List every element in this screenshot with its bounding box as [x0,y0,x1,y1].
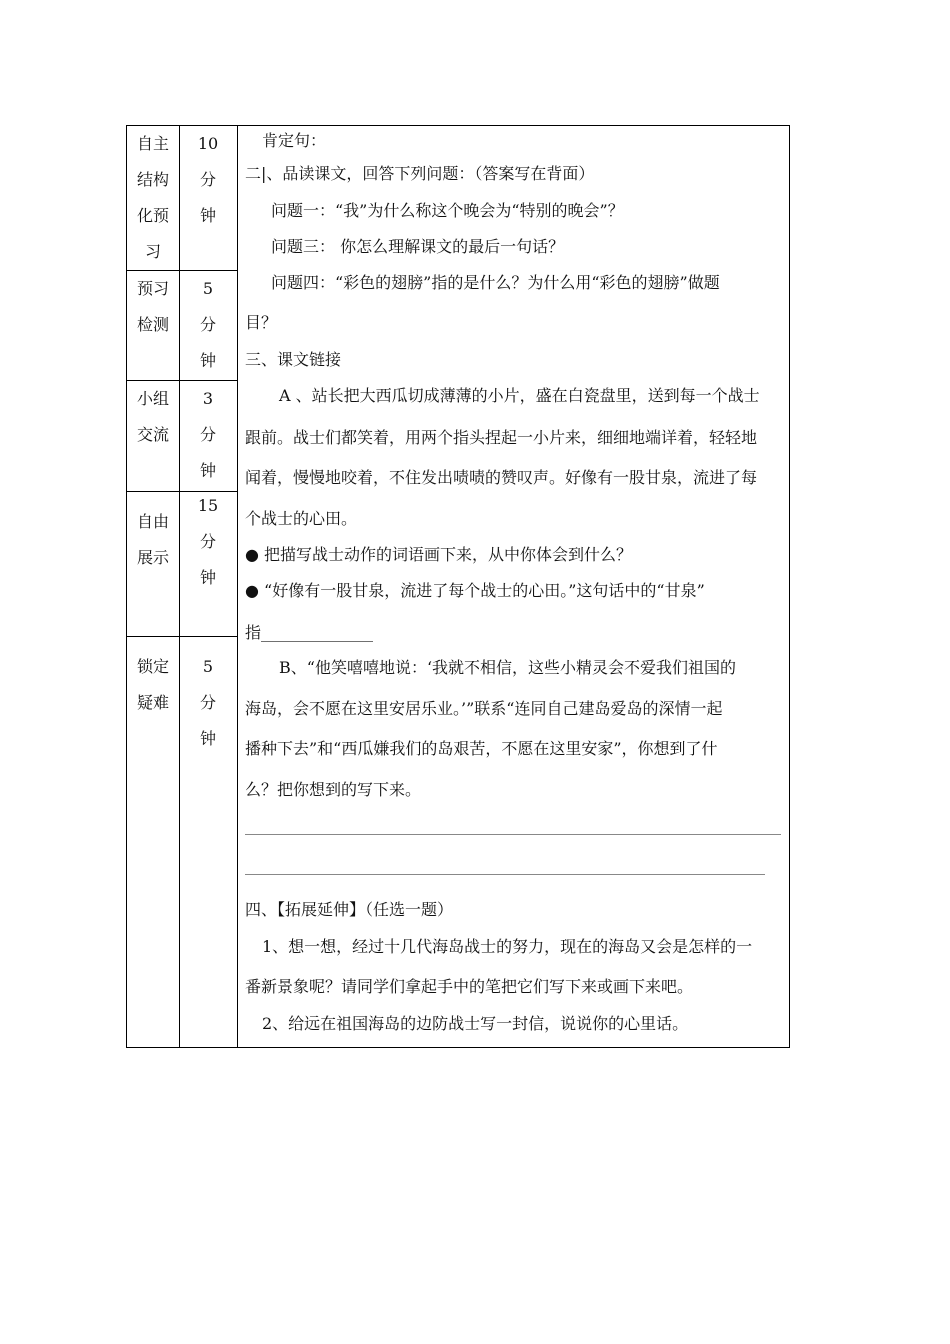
task-1: 1、想一想，经过十几代海岛战士的努力，现在的海岛又会是怎样的一 [262,937,753,956]
time-unit: 钟 [199,351,216,370]
stage-label: 自由 [136,512,169,531]
answer-blank: 指______________ [245,623,374,642]
time-number: 5 [202,657,214,676]
time-number: 15 [197,496,219,515]
stage-cell [127,381,179,453]
passage-b-line: 么？把你想到的写下来。 [245,780,422,799]
question-1: 问题一：“我”为什么称这个晚会为“特别的晚会”？ [271,201,624,220]
time-cell [179,381,237,489]
task-2: 2、给远在祖国海岛的边防战士写一封信，说说你的心里话。 [262,1014,689,1033]
time-number: 5 [202,279,214,298]
question-4-cont: 目？ [245,313,278,332]
time-unit: 钟 [199,461,216,480]
time-unit: 分 [199,532,216,551]
passage-b-line: 播种下去”和“西瓜嫌我们的岛艰苦，不愿在这里安家”，你想到了什 [245,739,718,758]
writing-line [245,834,781,835]
time-cell [179,488,237,596]
passage-b-line: B、“他笑嘻嘻地说：‘我就不相信，这些小精灵会不爱我们祖国的 [279,658,737,677]
section-2-title: 二|、品读课文，回答下列问题：（答案写在背面） [245,164,595,183]
passage-b-line: 海岛，会不愿在这里安居乐业。’”联系“连同自己建岛爱岛的深情一起 [245,699,723,718]
time-cell [179,126,237,234]
stage-label: 自主 [136,134,169,153]
time-number: 10 [197,134,219,153]
stage-label: 习 [144,242,161,261]
time-unit: 钟 [199,568,216,587]
section-3-title: 三、课文链接 [245,350,342,369]
time-unit: 钟 [199,206,216,225]
stage-cell [127,504,179,576]
stage-label: 疑难 [136,693,169,712]
time-number: 3 [202,389,214,408]
time-unit: 分 [199,425,216,444]
time-unit: 钟 [199,729,216,748]
stage-cell [127,271,179,343]
stage-label: 检测 [136,315,169,334]
stage-label: 结构 [136,170,169,189]
stage-label: 展示 [136,548,169,567]
time-unit: 分 [199,315,216,334]
row-divider [127,636,237,637]
bullet-question-1: ● 把描写战士动作的词语画下来，从中你体会到什么？ [245,545,633,564]
stage-label: 预习 [136,279,169,298]
passage-a-line: 个战士的心田。 [245,509,358,528]
time-unit: 分 [199,693,216,712]
stage-cell [127,126,179,270]
passage-a-line: A 、站长把大西瓜切成薄薄的小片，盛在白瓷盘里，送到每一个战士 [279,386,760,405]
writing-line [245,874,765,875]
passage-a-line: 闻着，慢慢地咬着，不住发出啧啧的赞叹声。好像有一股甘泉，流进了每 [245,468,758,487]
time-cell [179,271,237,379]
time-cell [179,649,237,757]
time-unit: 分 [199,170,216,189]
question-4: 问题四：“彩色的翅膀”指的是什么？为什么用“彩色的翅膀”做题 [271,273,720,292]
passage-a-line: 跟前。战士们都笑着，用两个指头捏起一小片来，细细地端详着，轻轻地 [245,428,758,447]
lesson-table [126,125,790,1048]
stage-label: 小组 [136,389,169,408]
section-4-title: 四、【拓展延伸】（任选一题） [245,900,454,919]
stage-label: 锁定 [136,657,169,676]
stage-label: 化预 [136,206,169,225]
stage-label: 交流 [136,425,169,444]
question-3: 问题三： 你怎么理解课文的最后一句话？ [271,237,565,256]
bullet-question-2: ● “好像有一股甘泉，流进了每个战士的心田。”这句话中的“甘泉” [245,581,705,600]
task-1-cont: 番新景象呢？请同学们拿起手中的笔把它们写下来或画下来吧。 [245,977,694,996]
affirmative-label: 肯定句： [262,131,327,150]
stage-cell [127,649,179,721]
column-divider [237,126,238,1047]
